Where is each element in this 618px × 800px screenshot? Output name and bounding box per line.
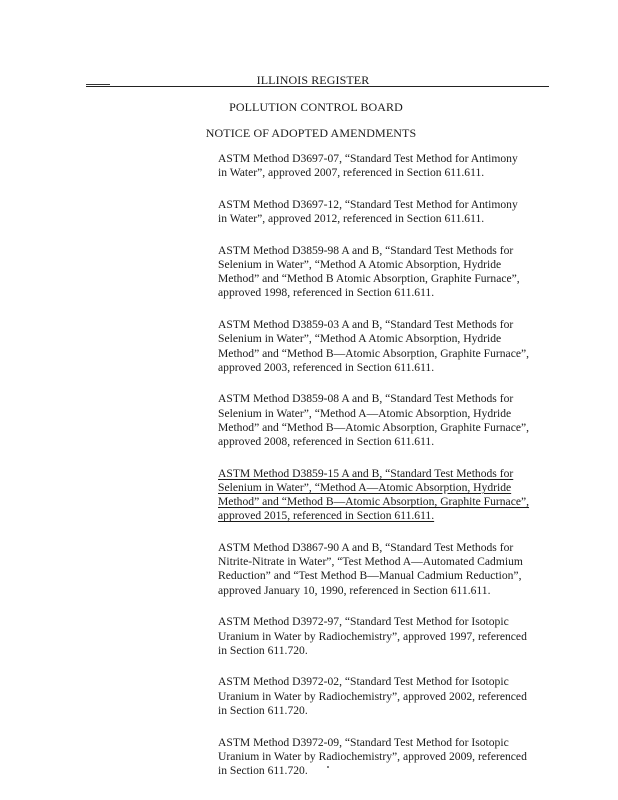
scan-speck — [327, 766, 329, 768]
reference-entry: ASTM Method D3859-03 A and B, “Standard Test Methods for Selenium in Water”, “Method A Atomic Absorption, Hydride Method” and “Method B—Atomic Absorption, Graphite Furnace”, approved 2003, referenced in Section 611.611. — [218, 318, 530, 374]
reference-entry: ASTM Method D3972-09, “Standard Test Method for Isotopic Uranium in Water by Radiochemistry”, approved 2009, referenced in Section 611.720. — [218, 735, 527, 777]
reference-entry-amended: ASTM Method D3859-15 A and B, “Standard Test Methods for Selenium in Water”, “Method A—Atomic Absorption, Hydride Method” and “Method B—Atomic Absorption, Graphite Furnace”, approved 2015, referenced in Section 611.611. — [218, 466, 530, 523]
reference-entry: ASTM Method D3697-12, “Standard Test Method for Antimony in Water”, approved 2012, referenced in Section 611.611. — [218, 197, 518, 226]
reference-list — [218, 152, 548, 796]
reference-entry: ASTM Method D3859-08 A and B, “Standard Test Methods for Selenium in Water”, “Method A—Atomic Absorption, Hydride Method” and “Method B—Atomic Absorption, Graphite Furnace”, approved 2008, referenced in Section 611.611. — [218, 392, 530, 449]
notice-title: NOTICE OF ADOPTED AMENDMENTS — [205, 126, 417, 140]
reference-entry: ASTM Method D3972-97, “Standard Test Method for Isotopic Uranium in Water by Radiochemistry”, approved 1997, referenced in Section 611.720. — [218, 615, 527, 657]
reference-entry: ASTM Method D3867-90 A and B, “Standard Test Methods for Nitrite-Nitrate in Water”, “Test Method A—Automated Cadmium Reduction” and “Test Method B—Manual Cadmium Reduction”, approved January 10, 1990, referenced in Section 611.611. — [218, 541, 523, 597]
reference-entry: ASTM Method D3697-07, “Standard Test Method for Antimony in Water”, approved 2007, referenced in Section 611.611. — [218, 152, 518, 180]
board-title: POLLUTION CONTROL BOARD — [229, 100, 403, 114]
reference-entry: ASTM Method D3859-98 A and B, “Standard Test Methods for Selenium in Water”, “Method A Atomic Absorption, Hydride Method” and “Method B Atomic Absorption, Graphite Furnace”, approved 1998, referenced in Section 611.611. — [218, 243, 520, 300]
register-title: ILLINOIS REGISTER — [256, 73, 370, 87]
reference-entry: ASTM Method D3972-02, “Standard Test Method for Isotopic Uranium in Water by Radiochemistry”, approved 2002, referenced in Section 611.720. — [218, 675, 527, 717]
